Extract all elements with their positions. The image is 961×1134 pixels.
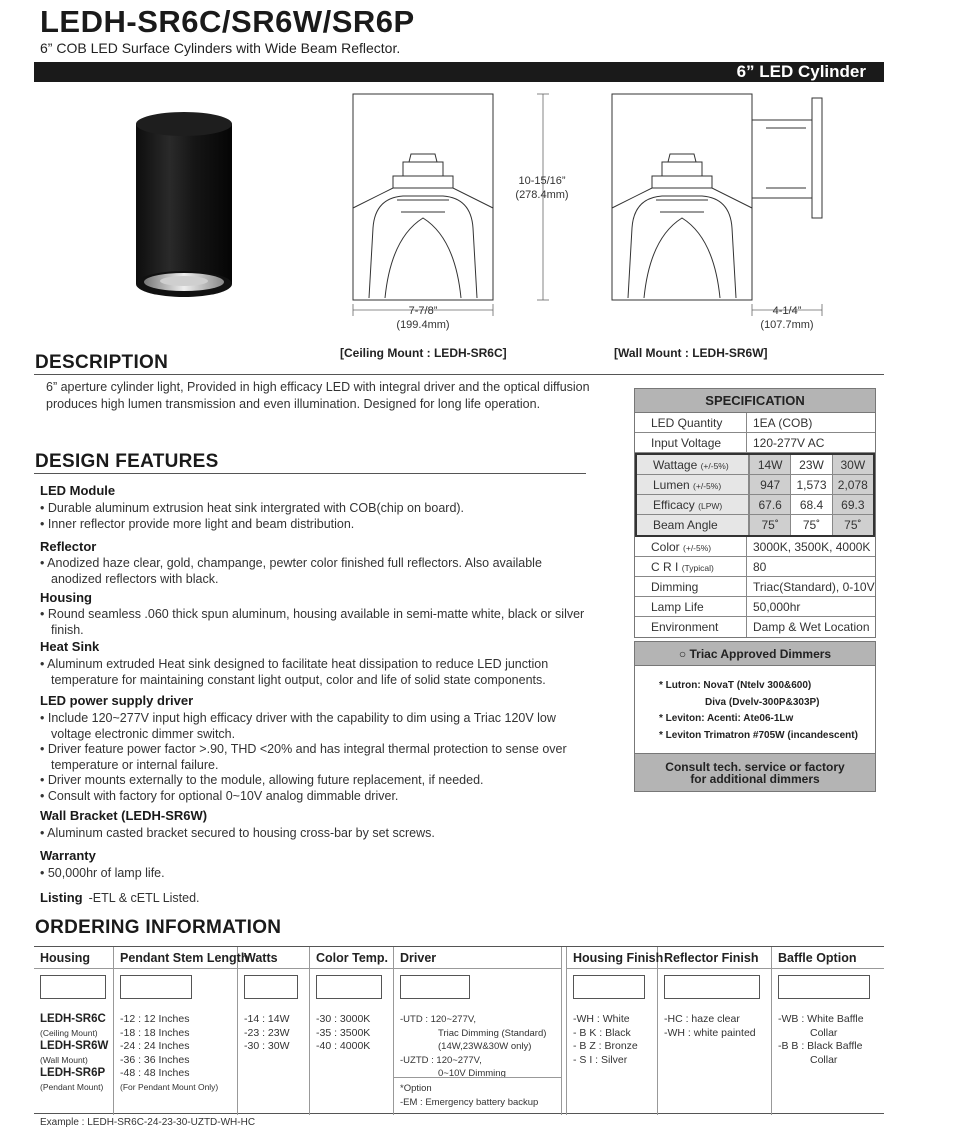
triac-dimmers-footer-line: for additional dimmers xyxy=(690,772,820,786)
list-item: • Include 120~277V input high efficacy driver with the capability to dim using a Triac 120V low voltage electronic dimmer switch. xyxy=(40,711,595,742)
feature-list-led-module xyxy=(40,501,595,532)
spec-label-note: (LPW) xyxy=(698,501,723,511)
wall-depth-inches: 4-1/4” xyxy=(772,305,802,317)
spec-wattage-block xyxy=(635,453,875,537)
list-item: * Leviton: Acenti: Ate06-1Lw xyxy=(659,713,794,724)
feature-list-warranty xyxy=(40,866,595,882)
reflector-finish-input-box[interactable] xyxy=(664,975,760,999)
triac-dimmers-box xyxy=(634,641,876,792)
spec-value: 120-277V AC xyxy=(753,436,825,450)
option-item: -EM : Emergency battery backup xyxy=(400,1096,539,1108)
spec-row-dimming xyxy=(635,577,875,597)
option-note: (Wall Mount) xyxy=(40,1054,88,1065)
spec-label-note: (+/-5%) xyxy=(700,461,729,471)
ordering-options xyxy=(567,999,657,1067)
spec-label-text: Color xyxy=(651,540,680,554)
option-item: Collar xyxy=(810,1026,838,1039)
option-item: -40 : 4000K xyxy=(316,1040,371,1052)
option-item: -48 : 48 Inches xyxy=(120,1067,190,1079)
list-item: • Consult with factory for optional 0~10V analog dimmable driver. xyxy=(40,789,595,805)
spec-cell: 30W xyxy=(832,455,873,474)
feature-title-heat-sink: Heat Sink xyxy=(40,639,100,654)
circle-bullet-icon: ○ xyxy=(678,647,687,661)
ordering-options xyxy=(114,999,237,1094)
feature-title-wall-bracket: Wall Bracket (LEDH-SR6W) xyxy=(40,808,208,823)
triac-dimmers-list xyxy=(635,666,875,744)
ceiling-height-dimension xyxy=(502,174,582,202)
spec-cell: 2,078 xyxy=(832,475,873,494)
ordering-table xyxy=(34,946,884,1114)
ceiling-height-inches: 10-15/16” xyxy=(518,175,566,187)
spec-label xyxy=(635,537,747,556)
housing-input-box[interactable] xyxy=(40,975,106,999)
feature-title-warranty: Warranty xyxy=(40,848,96,863)
feature-title-driver: LED power supply driver xyxy=(40,693,194,708)
ordering-col-color-temp xyxy=(310,947,394,1115)
triac-dimmers-heading xyxy=(635,642,875,666)
spec-label-text: Efficacy xyxy=(653,498,695,512)
feature-list-reflector xyxy=(40,556,595,587)
option-item: -14 : 14W xyxy=(244,1013,290,1025)
option-item: - B Z : Bronze xyxy=(573,1040,638,1052)
description-text: 6” aperture cylinder light, Provided in high efficacy LED with integral driver and the optical diffusion produces high lumen transmission and even illumination. Designed for long life operation. xyxy=(46,380,590,411)
listing xyxy=(40,890,200,905)
option-item: Triac Dimming (Standard) xyxy=(438,1027,547,1039)
spec-row-efficacy xyxy=(637,495,873,515)
ceiling-width-dimension xyxy=(368,304,478,332)
option-item: -WH : white painted xyxy=(664,1026,756,1039)
ordering-heading: ORDERING INFORMATION xyxy=(35,917,282,938)
option-item: -HC : haze clear xyxy=(664,1013,740,1025)
ordering-col-stem xyxy=(114,947,249,1115)
driver-options-section xyxy=(394,1077,561,1109)
spec-label xyxy=(637,495,749,514)
list-item: Diva (Dvelv-300P&303P) xyxy=(705,696,820,708)
spec-row-environment xyxy=(635,617,875,637)
design-features-heading: DESIGN FEATURES xyxy=(35,451,219,472)
spec-cell: 1,573 xyxy=(790,475,831,494)
option-item: Collar xyxy=(810,1053,838,1066)
feature-list-heat-sink xyxy=(40,657,595,688)
ordering-header: Watts xyxy=(238,947,309,969)
header-bar-label: 6” LED Cylinder xyxy=(736,62,866,81)
wall-mount-caption: [Wall Mount : LEDH-SR6W] xyxy=(614,346,768,360)
spec-row-beam-angle xyxy=(637,515,873,535)
design-features-divider xyxy=(34,473,586,474)
spec-row-input-voltage xyxy=(635,433,875,453)
spec-label-note: (Typical) xyxy=(681,563,714,573)
spec-cell: 14W xyxy=(749,455,790,474)
description-heading: DESCRIPTION xyxy=(35,352,169,373)
ordering-col-reflector-finish xyxy=(658,947,772,1115)
spec-label xyxy=(635,557,747,576)
ordering-options xyxy=(658,999,771,1040)
ordering-options xyxy=(34,999,113,1094)
ceiling-width-mm: (199.4mm) xyxy=(396,319,450,331)
list-item: • Durable aluminum extrusion heat sink intergrated with COB(chip on board). xyxy=(40,501,595,517)
ordering-header: Reflector Finish xyxy=(658,947,771,969)
list-item: • Aluminum casted bracket secured to housing cross-bar by set screws. xyxy=(40,826,595,842)
option-item: - B K : Black xyxy=(573,1026,631,1039)
stem-input-box[interactable] xyxy=(120,975,192,999)
spec-label-note: (+/-5%) xyxy=(683,543,712,553)
ordering-options xyxy=(238,999,309,1054)
option-item: -24 : 24 Inches xyxy=(120,1040,190,1052)
ordering-header: Housing xyxy=(34,947,113,969)
spec-cell: 75˚ xyxy=(832,515,873,535)
ceiling-mount-caption: [Ceiling Mount : LEDH-SR6C] xyxy=(340,346,507,360)
spec-value: 50,000hr xyxy=(753,600,801,614)
option-note: (Ceiling Mount) xyxy=(40,1027,98,1038)
page-title: LEDH-SR6C/SR6W/SR6P xyxy=(40,4,415,39)
option-item: -B B : Black Baffle xyxy=(778,1040,863,1052)
ordering-col-housing xyxy=(34,947,114,1115)
spec-row-lamp-life xyxy=(635,597,875,617)
option-item: -UZTD : 120~277V, xyxy=(400,1054,482,1066)
option-item: -WH : White xyxy=(573,1013,630,1025)
spec-value: 1EA (COB) xyxy=(753,416,813,430)
spec-row-color xyxy=(635,537,875,557)
spec-cell: 68.4 xyxy=(790,495,831,514)
feature-list-housing xyxy=(40,607,595,638)
ordering-header: Pendant Stem Length xyxy=(114,947,237,969)
spec-cell: 67.6 xyxy=(749,495,790,514)
ordering-options xyxy=(772,999,884,1067)
ordering-options xyxy=(310,999,393,1054)
triac-dimmers-title: Triac Approved Dimmers xyxy=(689,647,832,661)
spec-row-led-quantity xyxy=(635,413,875,433)
list-item: • Anodized haze clear, gold, champange, pewter color finished full reflectors. Also available anodized reflectors with black. xyxy=(40,556,595,587)
option-item: - S I : Silver xyxy=(573,1053,628,1066)
option-item: -18 : 18 Inches xyxy=(120,1026,190,1039)
specification-heading: SPECIFICATION xyxy=(635,389,875,413)
header-bar xyxy=(34,62,884,82)
wall-mount-drawing xyxy=(606,88,836,328)
option-code: LEDH-SR6W xyxy=(40,1040,109,1052)
ordering-col-driver xyxy=(394,947,562,1115)
option-item: -30 : 30W xyxy=(244,1040,290,1052)
option-item: -30 : 3000K xyxy=(316,1013,371,1025)
wall-depth-dimension xyxy=(750,304,824,332)
product-photo xyxy=(128,110,240,310)
watts-input-box[interactable] xyxy=(244,975,298,999)
spec-label: LED Quantity xyxy=(635,413,747,432)
spec-label: Lamp Life xyxy=(635,597,747,616)
spec-value: 80 xyxy=(753,560,767,574)
triac-dimmers-footer-line: Consult tech. service or factory xyxy=(665,760,845,774)
spec-label-text: C R I xyxy=(651,560,679,574)
list-item: * Leviton Trimatron #705W (incandescent) xyxy=(659,729,858,741)
spec-label: Environment xyxy=(635,617,747,637)
listing-title: Listing xyxy=(40,890,83,905)
feature-title-housing: Housing xyxy=(40,590,92,605)
option-item: 0~10V Dimming xyxy=(438,1068,506,1079)
ordering-options xyxy=(394,999,561,1081)
spec-cell: 75˚ xyxy=(749,515,790,535)
triac-dimmers-footer xyxy=(635,753,875,791)
spec-label xyxy=(637,455,749,474)
ordering-col-housing-finish xyxy=(566,947,664,1115)
spec-cell: 75˚ xyxy=(790,515,831,535)
option-item: -36 : 36 Inches xyxy=(120,1053,190,1066)
list-item: * Lutron: NovaT (Ntelv 300&600) xyxy=(659,680,812,691)
wall-depth-mm: (107.7mm) xyxy=(760,319,814,331)
listing-text: -ETL & cETL Listed. xyxy=(88,891,200,905)
spec-row-cri xyxy=(635,557,875,577)
driver-input-box[interactable] xyxy=(400,975,470,999)
spec-label: Dimming xyxy=(635,577,747,596)
spec-row-lumen xyxy=(637,475,873,495)
list-item: • 50,000hr of lamp life. xyxy=(40,866,595,882)
option-note: *Option xyxy=(400,1083,432,1094)
ceiling-mount-drawing xyxy=(345,88,555,328)
ordering-header: Housing Finish xyxy=(567,947,657,969)
option-item: -UTD : 120~277V, xyxy=(400,1014,476,1025)
ceiling-height-mm: (278.4mm) xyxy=(515,189,569,201)
specification-table xyxy=(634,388,876,638)
spec-value: Triac(Standard), 0-10V xyxy=(753,580,875,594)
ordering-header: Baffle Option xyxy=(772,947,884,969)
spec-value: Damp & Wet Location xyxy=(753,620,870,634)
option-item: -35 : 3500K xyxy=(316,1026,371,1039)
baffle-input-box[interactable] xyxy=(778,975,870,999)
spec-cell: 23W xyxy=(790,455,831,474)
spec-row-wattage xyxy=(637,455,873,475)
list-item: • Driver mounts externally to the module, allowing future replacement, if needed. xyxy=(40,773,595,789)
spec-label-note: (+/-5%) xyxy=(693,481,722,491)
feature-list-driver xyxy=(40,711,595,804)
ordering-header: Color Temp. xyxy=(310,947,393,969)
spec-cell: 947 xyxy=(749,475,790,494)
option-code: LEDH-SR6P xyxy=(40,1067,106,1079)
housing-finish-input-box[interactable] xyxy=(573,975,645,999)
option-item: (14W,23W&30W only) xyxy=(438,1041,532,1052)
ordering-col-baffle xyxy=(772,947,884,1115)
ordering-header: Driver xyxy=(394,947,561,969)
spec-label: Beam Angle xyxy=(637,515,749,535)
description-divider xyxy=(34,374,884,375)
spec-label xyxy=(637,475,749,494)
option-note: (Pendant Mount) xyxy=(40,1081,104,1092)
ceiling-width-inches: 7-7/8” xyxy=(408,305,438,317)
option-item: -12 : 12 Inches xyxy=(120,1013,190,1025)
list-item: • Aluminum extruded Heat sink designed to facilitate heat dissipation to reduce LED junction temperature for maintaining constant light output, color and life of solid state components. xyxy=(40,657,595,688)
color-temp-input-box[interactable] xyxy=(316,975,382,999)
feature-title-reflector: Reflector xyxy=(40,539,97,554)
ordering-col-watts xyxy=(238,947,310,1115)
page-subtitle: 6” COB LED Surface Cylinders with Wide Beam Reflector. xyxy=(40,40,401,56)
spec-value: 3000K, 3500K, 4000K xyxy=(753,540,871,554)
spec-cell: 69.3 xyxy=(832,495,873,514)
feature-title-led-module: LED Module xyxy=(40,483,116,498)
feature-list-wall-bracket xyxy=(40,826,595,842)
spec-label: Input Voltage xyxy=(635,433,747,452)
spec-label-text: Lumen xyxy=(653,478,690,492)
option-item: -23 : 23W xyxy=(244,1026,290,1039)
option-note: (For Pendant Mount Only) xyxy=(120,1081,219,1092)
list-item: • Round seamless .060 thick spun aluminum, housing available in semi-matte white, black or silver finish. xyxy=(40,607,595,638)
option-item: -WB : White Baffle xyxy=(778,1013,864,1025)
option-code: LEDH-SR6C xyxy=(40,1013,106,1025)
list-item: • Inner reflector provide more light and beam distribution. xyxy=(40,517,595,533)
list-item: • Driver feature power factor >.90, THD <20% and has integral thermal protection to sense over temperature or internal failure. xyxy=(40,742,595,773)
ordering-example: Example : LEDH-SR6C-24-23-30-UZTD-WH-HC xyxy=(40,1117,256,1128)
spec-label-text: Wattage xyxy=(653,458,698,472)
